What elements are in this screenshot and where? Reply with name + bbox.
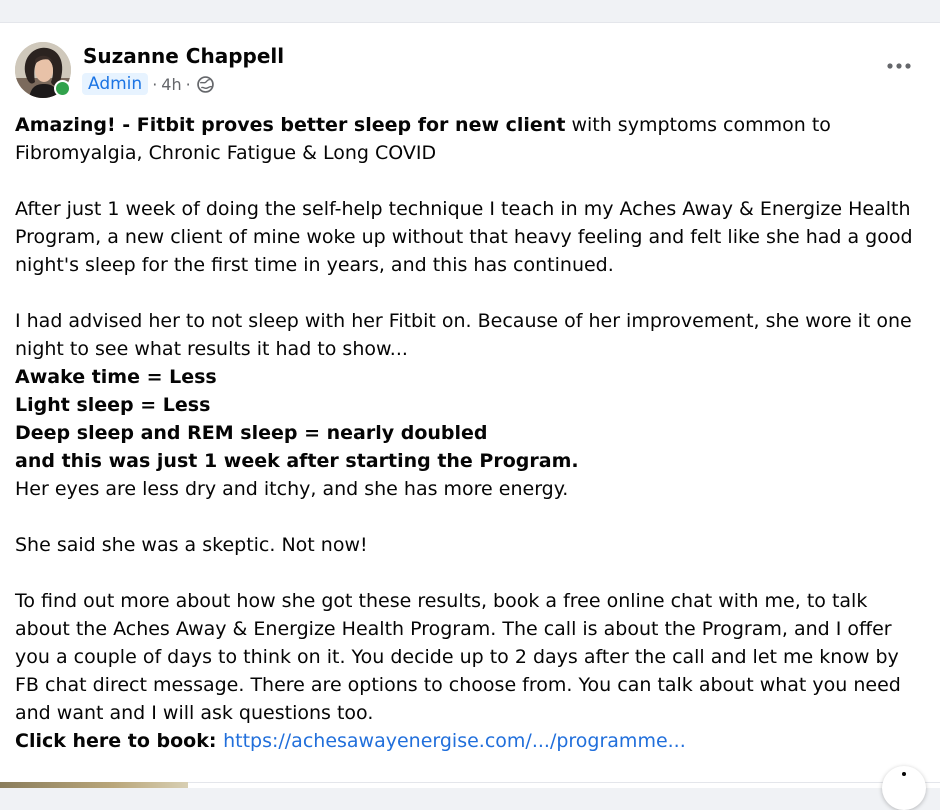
post-meta <box>82 73 214 95</box>
more-options-button[interactable] <box>884 56 914 76</box>
floating-action-button[interactable] <box>882 766 926 810</box>
post-headline-bold: Amazing! - Fitbit proves better sleep for new client <box>15 114 566 136</box>
post-image-preview[interactable] <box>0 782 188 788</box>
feed-top-strip <box>0 0 940 22</box>
post-paragraph: After just 1 week of doing the self-help technique I teach in my Aches Away & Energize Health Program, a new client of mine woke up without that heavy feeling and felt like she had a good night's sleep for the first time in years, and this has continued. <box>15 198 913 276</box>
post-headline <box>15 111 920 167</box>
post-card <box>0 22 940 788</box>
result-line: and this was just 1 week after starting the Program. <box>15 450 579 472</box>
booking-link[interactable]: https://achesawayenergise.com/.../programme... <box>223 730 686 752</box>
post-paragraph: She said she was a skeptic. Not now! <box>15 534 368 556</box>
more-horizontal-icon <box>886 63 912 69</box>
post-paragraph: I had advised her to not sleep with her Fitbit on. Because of her improvement, she wore it one night to see what results it had to show... <box>15 310 912 360</box>
result-line: Deep sleep and REM sleep = nearly doubled <box>15 422 488 444</box>
booking-label: Click here to book: <box>15 730 224 752</box>
meta-separator: · <box>185 74 191 94</box>
author-name[interactable]: Suzanne Chappell <box>83 44 285 68</box>
post-headline-rest: with symptoms common to Fibromyalgia, Chronic Fatigue & Long COVID <box>15 114 831 164</box>
post-body <box>15 111 920 755</box>
booking-line <box>15 727 920 755</box>
meta-separator: · <box>152 74 158 94</box>
globe-icon[interactable] <box>197 76 214 93</box>
result-line: Awake time = Less <box>15 366 217 388</box>
divider <box>188 782 940 783</box>
author-avatar[interactable] <box>15 42 71 98</box>
online-status-indicator <box>54 80 71 97</box>
admin-badge[interactable]: Admin <box>82 73 148 95</box>
post-paragraph: To find out more about how she got these results, book a free online chat with me, to talk about the Aches Away & Energize Health Program. The call is about the Program, and I offer you a couple of days to think on it. You decide up to 2 days after the call and let me know by FB chat direct message. There are options to choose from. You can talk about what you need and want and I will ask questions too. <box>15 590 901 724</box>
post-paragraph: Her eyes are less dry and itchy, and she has more energy. <box>15 478 569 500</box>
result-line: Light sleep = Less <box>15 394 211 416</box>
post-timestamp[interactable]: 4h <box>161 74 182 94</box>
